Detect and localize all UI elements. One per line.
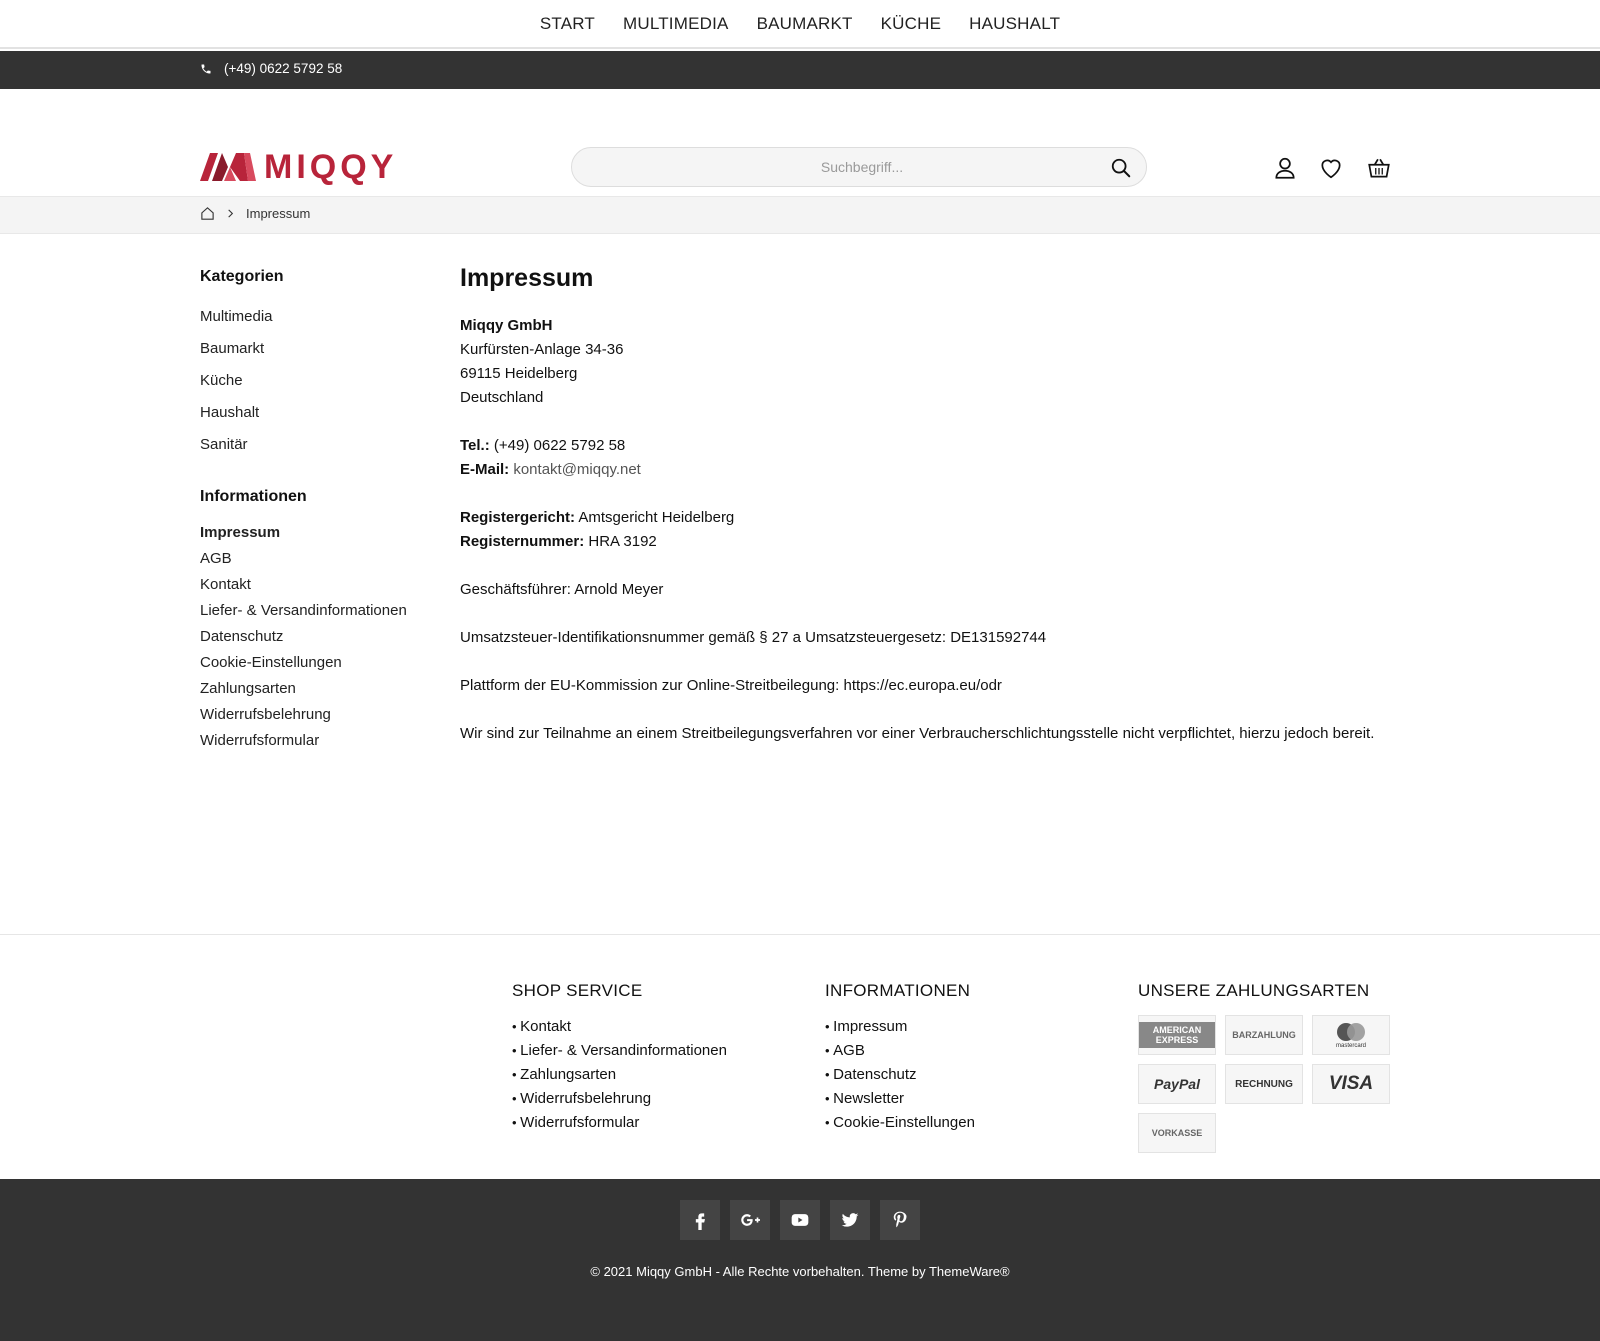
nav-kueche[interactable]: KÜCHE (880, 13, 942, 33)
categories-heading: Kategorien (200, 268, 284, 285)
footer-link-impressum[interactable]: • Impressum (825, 1015, 975, 1039)
amex-logo: AMERICAN EXPRESS (1138, 1015, 1216, 1055)
odr-text: Plattform der EU-Kommission zur Online-Streitbeilegung: https://ec.europa.eu/odr (460, 677, 1002, 694)
tel-value: (+49) 0622 5792 58 (493, 437, 626, 454)
footer (0, 934, 1600, 1179)
breadcrumb-current: Impressum (246, 206, 311, 221)
category-list (200, 308, 440, 468)
top-info-bar (0, 51, 1600, 89)
footer-link-liefer[interactable]: • Liefer- & Versandinformationen (512, 1039, 727, 1063)
footer-bottom (0, 1179, 1600, 1341)
cash-logo: BARZAHLUNG (1225, 1015, 1303, 1055)
footer-info-heading: INFORMATIONEN (825, 981, 971, 1000)
social-links (680, 1200, 920, 1240)
footer-payments (1138, 981, 1390, 1153)
sidebar-item-multimedia[interactable]: Multimedia (200, 308, 273, 325)
logo-mark-icon (200, 153, 256, 181)
footer-shop-service (512, 981, 727, 1135)
pinterest-button[interactable] (880, 1200, 920, 1240)
reg-no-label: Registernummer: (460, 533, 585, 550)
sidebar-item-cookie[interactable]: Cookie-Einstellungen (200, 654, 342, 671)
sidebar-item-zahlungsarten[interactable]: Zahlungsarten (200, 680, 296, 697)
search-bar (571, 147, 1147, 187)
prepay-logo: VORKASSE (1138, 1113, 1216, 1153)
facebook-button[interactable] (680, 1200, 720, 1240)
nav-haushalt[interactable]: HAUSHALT (969, 13, 1061, 33)
footer-payment-heading: UNSERE ZAHLUNGSARTEN (1138, 981, 1370, 1000)
vat-text: Umsatzsteuer-Identifikationsnummer gemäß § 27 a Umsatzsteuergesetz: DE131592744 (460, 629, 1047, 646)
visa-logo: VISA (1312, 1064, 1390, 1104)
google-plus-icon (740, 1210, 760, 1230)
footer-link-zahlungsarten[interactable]: • Zahlungsarten (512, 1063, 727, 1087)
payment-logos (1138, 1015, 1390, 1153)
footer-informationen (825, 981, 975, 1135)
cart-basket-icon[interactable] (1366, 155, 1392, 181)
footer-link-kontakt[interactable]: • Kontakt (512, 1015, 727, 1039)
company-name: Miqqy GmbH (460, 317, 553, 334)
footer-link-agb[interactable]: • AGB (825, 1039, 975, 1063)
email-link[interactable]: kontakt@miqqy.net (513, 461, 641, 478)
contact-block (460, 434, 1390, 482)
sidebar-item-sanitaer[interactable]: Sanitär (200, 436, 248, 453)
sidebar-item-widerrufsformular[interactable]: Widerrufsformular (200, 732, 320, 749)
address-block (460, 314, 1390, 410)
search-input[interactable] (572, 148, 1092, 186)
youtube-button[interactable] (780, 1200, 820, 1240)
phone-contact[interactable] (200, 61, 342, 76)
twitter-icon (840, 1210, 860, 1230)
sidebar-item-haushalt[interactable]: Haushalt (200, 404, 260, 421)
facebook-icon (690, 1210, 710, 1230)
dispute-text: Wir sind zur Teilnahme an einem Streitbeilegungsverfahren vor einer Verbraucherschlichtungsstelle nicht verpflichtet, hierzu jedoch bereit. (460, 725, 1375, 742)
ceo-text: Geschäftsführer: Arnold Meyer (460, 581, 664, 598)
footer-service-heading: SHOP SERVICE (512, 981, 643, 1000)
page-title: Impressum (460, 264, 594, 292)
youtube-icon (790, 1210, 810, 1230)
invoice-logo: RECHNUNG (1225, 1064, 1303, 1104)
mastercard-icon (1333, 1021, 1369, 1043)
nav-start[interactable]: START (539, 13, 595, 33)
city: 69115 Heidelberg (460, 365, 578, 382)
phone-icon (200, 63, 212, 75)
chevron-right-icon (225, 208, 236, 219)
country: Deutschland (460, 389, 544, 406)
info-list (200, 524, 440, 758)
paypal-logo: PayPal (1138, 1064, 1216, 1104)
main-nav (0, 0, 1600, 49)
googleplus-button[interactable] (730, 1200, 770, 1240)
reg-no-value: HRA 3192 (588, 533, 657, 550)
sidebar-item-widerrufsbelehrung[interactable]: Widerrufsbelehrung (200, 706, 331, 723)
reg-court-label: Registergericht: (460, 509, 576, 526)
sidebar-item-kontakt[interactable]: Kontakt (200, 576, 251, 593)
reg-court-value: Amtsgericht Heidelberg (578, 509, 735, 526)
phone-number: (+49) 0622 5792 58 (224, 61, 343, 76)
email-label: E-Mail: (460, 461, 510, 478)
nav-baumarkt[interactable]: BAUMARKT (756, 13, 853, 33)
sidebar-item-agb[interactable]: AGB (200, 550, 232, 567)
sidebar-item-liefer[interactable]: Liefer- & Versandinformationen (200, 602, 407, 619)
copyright-text: © 2021 Miqqy GmbH - Alle Rechte vorbehalten. Theme by ThemeWare® (590, 1264, 1010, 1279)
sidebar-item-kueche[interactable]: Küche (200, 372, 243, 389)
wishlist-heart-icon[interactable] (1318, 155, 1344, 181)
sidebar (200, 268, 440, 758)
footer-link-newsletter[interactable]: • Newsletter (825, 1087, 975, 1111)
info-heading: Informationen (200, 488, 307, 505)
home-icon[interactable] (200, 206, 215, 221)
sidebar-item-baumarkt[interactable]: Baumarkt (200, 340, 265, 357)
sidebar-item-impressum[interactable]: Impressum (200, 524, 281, 541)
street: Kurfürsten-Anlage 34-36 (460, 341, 624, 358)
footer-link-widerrufsformular[interactable]: • Widerrufsformular (512, 1111, 727, 1135)
breadcrumb (0, 196, 1600, 234)
footer-link-datenschutz[interactable]: • Datenschutz (825, 1063, 975, 1087)
twitter-button[interactable] (830, 1200, 870, 1240)
tel-label: Tel.: (460, 437, 490, 454)
sidebar-item-datenschutz[interactable]: Datenschutz (200, 628, 284, 645)
footer-link-widerrufsbelehrung[interactable]: • Widerrufsbelehrung (512, 1087, 727, 1111)
search-icon[interactable] (1110, 157, 1132, 179)
main-content (460, 262, 1390, 770)
mastercard-logo: mastercard (1312, 1015, 1390, 1055)
footer-link-cookie[interactable]: • Cookie-Einstellungen (825, 1111, 975, 1135)
site-logo[interactable] (200, 150, 422, 184)
account-icon[interactable] (1272, 155, 1298, 181)
register-block (460, 506, 1390, 554)
pinterest-icon (890, 1210, 910, 1230)
nav-multimedia[interactable]: MULTIMEDIA (622, 13, 729, 33)
logo-text: MIQQY (264, 148, 398, 186)
